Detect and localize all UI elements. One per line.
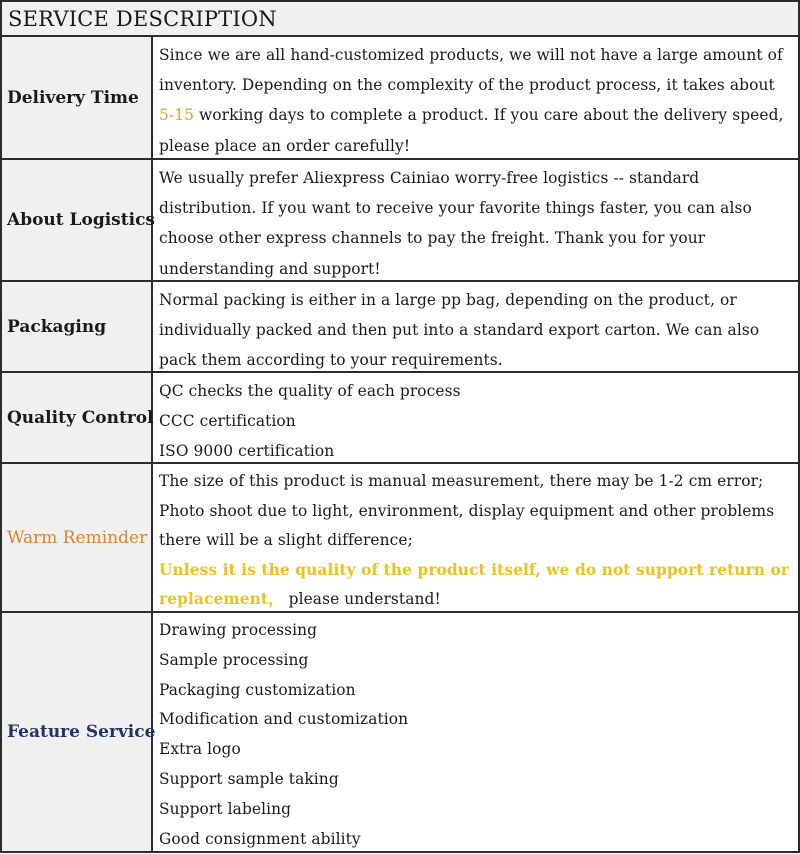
row-label-delivery-time: Delivery Time	[2, 37, 153, 158]
content-line: distribution. If you want to receive your favorite things faster, you can also	[159, 199, 752, 218]
content-line: The size of this product is manual measurement, there may be 1-2 cm error;	[159, 472, 764, 490]
table-title: SERVICE DESCRIPTION	[0, 0, 800, 37]
row-content-warm-reminder	[155, 464, 798, 611]
content-text: working days to complete a product. If you care about the delivery speed,	[193, 106, 784, 125]
content-line	[159, 585, 796, 615]
list-item: ISO 9000 certification	[159, 442, 335, 461]
return-policy-notice: Unless it is the quality of the product itself, we do not support return or	[159, 560, 790, 579]
content-line: please place an order carefully!	[159, 136, 411, 155]
row-about-logistics	[0, 160, 800, 282]
row-label-feature-service: Feature Service	[2, 613, 153, 851]
list-item: Sample processing	[159, 650, 309, 669]
return-policy-notice: replacement，	[159, 590, 284, 609]
row-quality-control	[0, 373, 800, 464]
list-item: QC checks the quality of each process	[159, 382, 461, 400]
content-line: there will be a slight difference;	[159, 531, 413, 550]
content-line: Normal packing is either in a large pp bag, depending on the product, or	[159, 291, 737, 309]
row-content-packaging	[155, 282, 798, 371]
row-label-quality-control: Quality Control	[2, 373, 153, 462]
row-warm-reminder	[0, 464, 800, 613]
row-content-quality-control	[155, 373, 798, 462]
list-item: Drawing processing	[159, 621, 318, 639]
content-line: pack them according to your requirements.	[159, 351, 503, 370]
row-label-about-logistics: About Logistics	[2, 160, 153, 280]
row-label-packaging: Packaging	[2, 282, 153, 371]
list-item: Packaging customization	[159, 680, 356, 699]
row-delivery-time	[0, 37, 800, 160]
content-line: Photo shoot due to light, environment, display equipment and other problems	[159, 501, 775, 520]
row-content-feature-service	[155, 613, 798, 851]
content-line: inventory. Depending on the complexity of the product process, it takes about	[159, 76, 775, 95]
row-packaging	[0, 282, 800, 373]
content-line: We usually prefer Aliexpress Cainiao worry-free logistics -- standard	[159, 169, 700, 187]
list-item: CCC certification	[159, 412, 296, 431]
row-content-about-logistics	[155, 160, 798, 280]
list-item: Modification and customization	[159, 710, 409, 729]
content-line: Since we are all hand-customized products, we will not have a large amount of	[159, 46, 783, 64]
content-text: please understand!	[283, 590, 441, 609]
content-line: individually packed and then put into a standard export carton. We can also	[159, 321, 760, 340]
list-item: Good consignment ability	[159, 829, 361, 848]
row-content-delivery-time	[155, 37, 798, 158]
row-feature-service	[0, 613, 800, 853]
list-item: Support sample taking	[159, 769, 339, 788]
content-line	[159, 100, 796, 130]
delivery-days-highlight: 5-15	[159, 106, 194, 125]
content-line: choose other express channels to pay the freight. Thank you for your	[159, 229, 706, 248]
row-label-warm-reminder: Warm Reminder	[2, 464, 153, 611]
list-item: Support labeling	[159, 799, 292, 818]
list-item: Extra logo	[159, 740, 241, 759]
content-line: understanding and support!	[159, 259, 381, 278]
